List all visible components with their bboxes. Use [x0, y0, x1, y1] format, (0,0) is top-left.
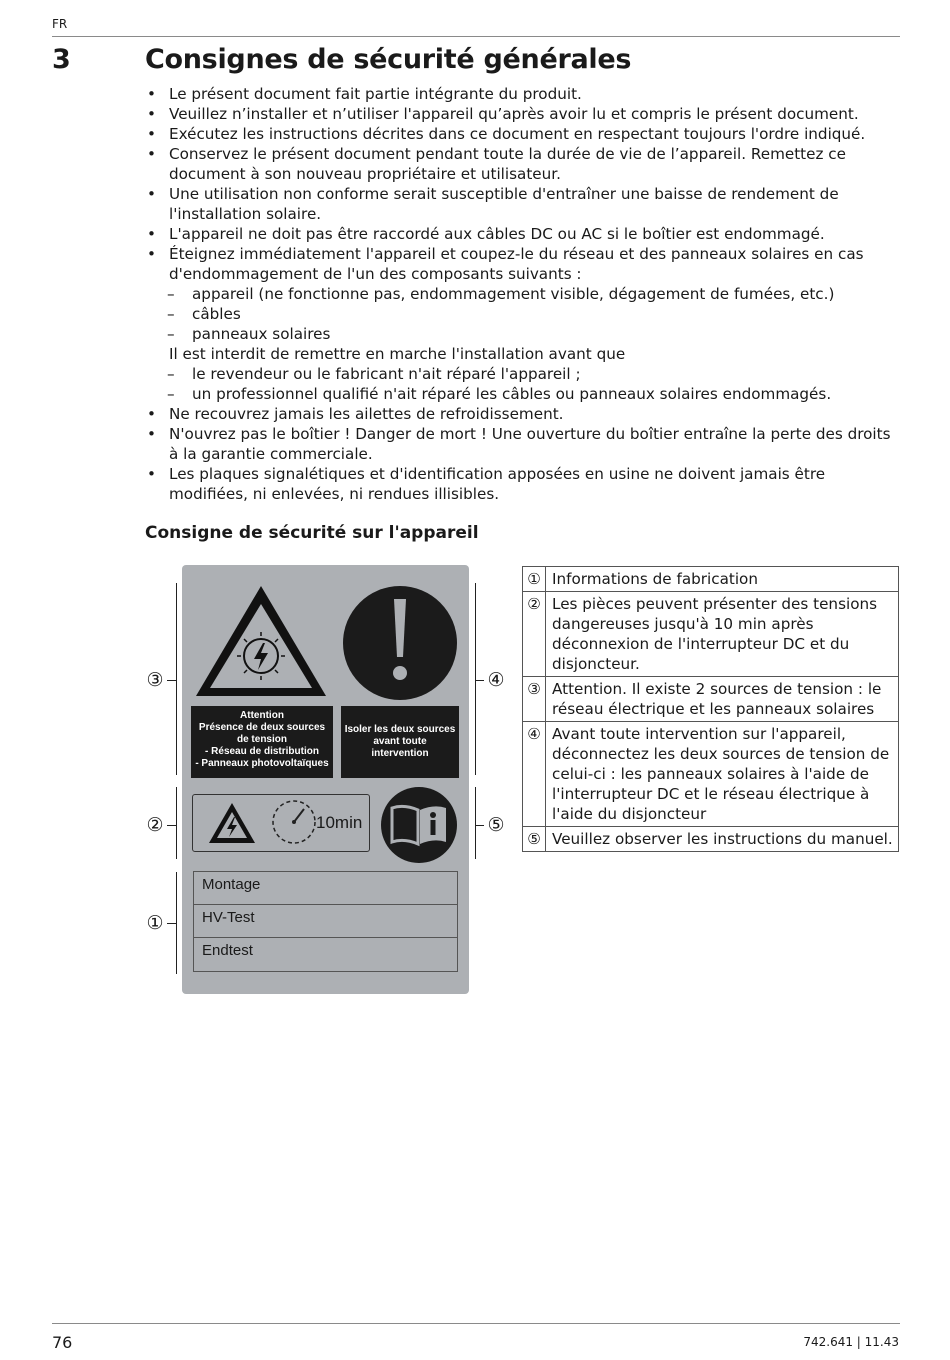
legend-text: Attention. Il existe 2 sources de tension : le réseau électrique et les panneaux solaires [546, 677, 899, 722]
sub-item: – appareil (ne fonctionne pas, endommagement visible, dégagement de fumées, etc.) [145, 284, 900, 304]
chapter-title: Consignes de sécurité générales [145, 44, 632, 75]
sub-item: – panneaux solaires [145, 324, 900, 344]
legend-number: ① [523, 567, 546, 592]
exclamation-warning-icon [342, 585, 458, 701]
isolate-sources-box [341, 706, 459, 778]
callout-2: ② [146, 814, 164, 836]
attention-box-line: Présence de deux sources [198, 722, 326, 733]
production-row-hv-test: HV-Test [194, 905, 457, 938]
sub-item: – le revendeur ou le fabricant n'ait réparé l'appareil ; [145, 364, 900, 384]
timer-icon [270, 798, 318, 846]
attention-box-line: - Réseau de distribution [205, 746, 319, 757]
production-info-table [193, 871, 458, 972]
callout-5: ⑤ [487, 814, 505, 836]
legend-number: ③ [523, 677, 546, 722]
bullet-item: • Exécutez les instructions décrites dans ce document en respectant toujours l'ordre indiqué. [145, 124, 900, 144]
legend-row [523, 827, 899, 852]
brace-4-tick [475, 680, 484, 681]
brace-3 [176, 583, 177, 775]
legend-row [523, 677, 899, 722]
production-row-montage: Montage [194, 872, 457, 905]
attention-box-line: Attention [240, 710, 284, 721]
brace-3-tick [167, 680, 176, 681]
two-sources-warning-box [191, 706, 333, 778]
bullet-item: • N'ouvrez pas le boîtier ! Danger de mort ! Une ouverture du boîtier entraîne la perte des droits à la garantie commerciale. [145, 424, 900, 464]
bullet-item: • L'appareil ne doit pas être raccordé aux câbles DC ou AC si le boîtier est endommagé. [145, 224, 900, 244]
small-hazard-triangle-icon [207, 801, 257, 845]
legend-number: ⑤ [523, 827, 546, 852]
callout-3: ③ [146, 669, 164, 691]
bullet-item: • Veuillez n’installer et n’utiliser l'appareil qu’après avoir lu et compris le présent document. [145, 104, 900, 124]
bullet-item: • Une utilisation non conforme serait susceptible d'entraîner une baisse de rendement de l'installation solaire. [145, 184, 900, 224]
bullet-item: • Ne recouvrez jamais les ailettes de refroidissement. [145, 404, 900, 424]
callout-4: ④ [487, 669, 505, 691]
section-title: Consigne de sécurité sur l'appareil [145, 523, 479, 543]
legend-text: Informations de fabrication [546, 567, 899, 592]
legend-text: Avant toute intervention sur l'appareil, déconnectez les deux sources de tension de celui-ci : les panneaux solaires à l'aide de l'interrupteur DC et le réseau électrique à l'aide du disjoncteur [546, 722, 899, 827]
legend-number: ② [523, 592, 546, 677]
legend-text: Les pièces peuvent présenter des tensions dangereuses jusqu'à 10 min après déconnexion de l'interrupteur DC et du disjoncteur. [546, 592, 899, 677]
brace-1-tick [167, 923, 176, 924]
bullet-item: • Les plaques signalétiques et d'identification apposées en usine ne doivent jamais être modifiées, ni enlevées, ni rendues illisibles. [145, 464, 900, 504]
legend-number: ④ [523, 722, 546, 827]
isolate-box-line: avant toute [373, 736, 427, 747]
page-number: 76 [52, 1333, 73, 1352]
legend-text: Veuillez observer les instructions du manuel. [546, 827, 899, 852]
legend-row [523, 722, 899, 827]
brace-5-tick [475, 825, 484, 826]
isolate-box-line: Isoler les deux sources [344, 724, 456, 735]
sub-item: – un professionnel qualifié n'ait réparé les câbles ou panneaux solaires endommagés. [145, 384, 900, 404]
brace-1 [176, 872, 177, 974]
legend-row [523, 592, 899, 677]
callout-1: ① [146, 912, 164, 934]
read-manual-icon [380, 786, 458, 864]
chapter-number: 3 [52, 44, 71, 75]
brace-5 [475, 787, 476, 859]
brace-2-tick [167, 825, 176, 826]
bullet-item: • Éteignez immédiatement l'appareil et coupez-le du réseau et des panneaux solaires en cas d'endommagement de l'un des composants suivants : [145, 244, 900, 284]
footer-rule [52, 1323, 900, 1324]
header-rule [52, 36, 900, 37]
discharge-time-text: 10min [316, 813, 363, 832]
language-code: FR [52, 17, 68, 31]
production-row-endtest: Endtest [202, 942, 253, 959]
label-legend-table [522, 566, 899, 852]
document-reference: 742.641 | 11.43 [803, 1335, 899, 1349]
electrical-hazard-triangle-icon [192, 582, 330, 700]
paragraph-text: Il est interdit de remettre en marche l'installation avant que [169, 345, 626, 363]
sub-item: – câbles [145, 304, 900, 324]
bullet-item: • Le présent document fait partie intégrante du produit. [145, 84, 900, 104]
safety-instructions-list [145, 84, 900, 504]
attention-box-line: de tension [236, 734, 287, 745]
isolate-box-line: intervention [371, 748, 429, 759]
brace-2 [176, 787, 177, 859]
attention-box-line: - Panneaux photovoltaïques [195, 758, 329, 769]
brace-4 [475, 583, 476, 775]
legend-row [523, 567, 899, 592]
bullet-item: • Conservez le présent document pendant toute la durée de vie de l’appareil. Remettez ce document à son nouveau propriétaire et utilisateur. [145, 144, 900, 184]
